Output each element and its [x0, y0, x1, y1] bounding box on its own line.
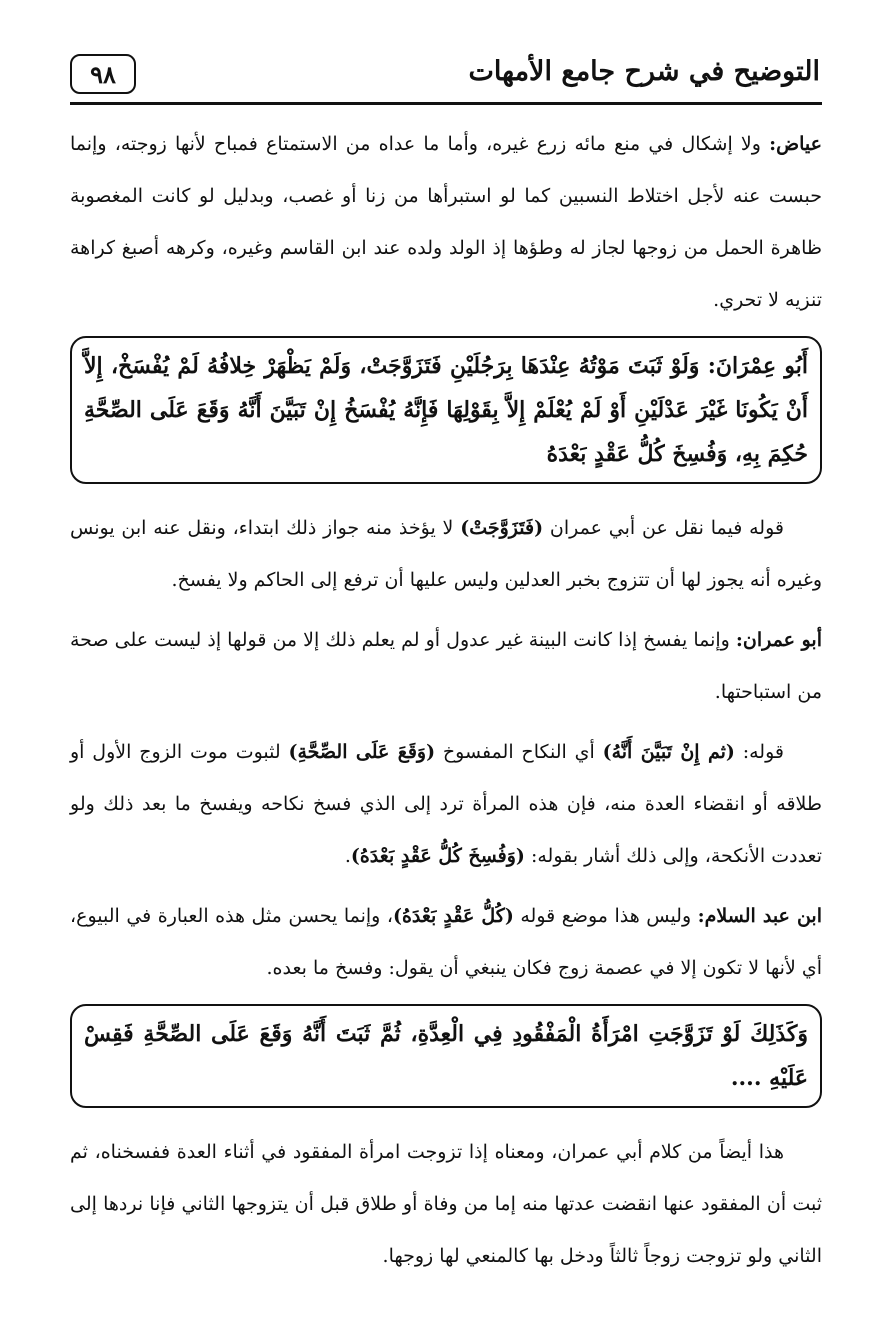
- page-header: [70, 52, 822, 105]
- speaker-label: ابن عبد السلام:: [697, 905, 822, 927]
- paragraph-text: ولا إشكال في منع مائه زرع غيره، وأما ما عداه من الاستمتاع فمباح لأنها زوجته، وإنما حبست عنه لأجل اختلاط النسبين كما لو استبرأها من زنا أو غصب، وبدليل لو كانت المغصوبة ظاهرة الحمل من زوجها لجاز له وطؤها إذ الولد ولده عند ابن القاسم وغيره، وكرهه أصبغ كراهة تنزيه لا تحري.: [70, 133, 822, 311]
- quoted-phrase: (وَفُسِخَ كُلُّ عَقْدٍ بَعْدَهُ): [350, 845, 525, 867]
- commentary-paragraph-ibn-abd-al-salam: [70, 890, 822, 994]
- commentary-paragraph-qawluh: [70, 502, 822, 606]
- paragraph-text: .: [344, 845, 351, 867]
- speaker-label: أبو عمران:: [735, 629, 822, 651]
- matn-box-2: [70, 1004, 822, 1108]
- matn-text: أَبُو عِمْرَانَ: وَلَوْ ثَبَتَ مَوْتُهُ عِنْدَهَا بِرَجُلَيْنِ فَتَزَوَّجَتْ، وَلَمْ يَظْهَرْ خِلافُهُ لَمْ يُفْسَخْ، إِلاَّ أَنْ يَكُونَا غَيْرَ عَدْلَيْنِ أَوْ لَمْ يُعْلَمْ إِلاَّ بِقَوْلِهَا فَإِنَّهُ يُفْسَخُ إِنْ تَبَيَّنَ أَنَّهُ وَقَعَ عَلَى الصِّحَّةِ حُكِمَ بِهِ، وَفُسِخَ كُلُّ عَقْدٍ بَعْدَهُ: [84, 353, 808, 467]
- paragraph-text: ، وإنما يحسن مثل هذه العبارة في البيوع، أي لأنها لا تكون إلا في عصمة زوج فكان ينبغي أن يقول: وفسخ ما بعده.: [70, 905, 822, 979]
- matn-box-1: [70, 336, 822, 484]
- commentary-paragraph-iyad: [70, 118, 822, 326]
- book-title: التوضيح في شرح جامع الأمهات: [468, 56, 820, 87]
- paragraph-text: لثبوت موت الزوج الأول أو طلاقه أو انقضاء العدة منه، فإن هذه المرأة ترد إلى الذي فسخ نكاحه ويفسخ ما بعد ذلك ولو تعددت الأنكحة، وإلى ذلك أشار بقوله:: [70, 741, 822, 867]
- commentary-paragraph-tabayyana: [70, 726, 822, 882]
- speaker-label: عياض:: [769, 133, 822, 155]
- book-page: [70, 0, 822, 1330]
- paragraph-text: وليس هذا موضع قوله: [513, 905, 698, 927]
- paragraph-text: لا يؤخذ منه جواز ذلك ابتداء، ونقل عنه ابن يونس وغيره أنه يجوز لها أن تتزوج بخبر العدلين وليس عليها أن ترفع إلى الحاكم ولا يفسخ.: [70, 517, 822, 591]
- page-content: [70, 118, 822, 1290]
- quoted-phrase: (فَتَزَوَّجَتْ): [460, 517, 544, 539]
- commentary-paragraph-hadha-aydan: [70, 1126, 822, 1282]
- paragraph-text: وإنما يفسخ إذا كانت البينة غير عدول أو لم يعلم ذلك إلا من قولها إذ ليست على صحة من استباحتها.: [70, 629, 822, 703]
- matn-text: وَكَذَلِكَ لَوْ تَزَوَّجَتِ امْرَأَةُ الْمَفْقُودِ فِي الْعِدَّةِ، ثُمَّ ثَبَتَ أَنَّهُ وَقَعَ عَلَى الصِّحَّةِ فَقِسْ عَلَيْهِ ....: [84, 1021, 808, 1091]
- commentary-paragraph-abu-imran: [70, 614, 822, 718]
- paragraph-text: أي النكاح المفسوخ: [435, 741, 603, 763]
- paragraph-text: قوله فيما نقل عن أبي عمران: [543, 517, 784, 539]
- quoted-phrase: (وَقَعَ عَلَى الصِّحَّةِ): [288, 741, 436, 763]
- quoted-phrase: (كُلُّ عَقْدٍ بَعْدَهُ): [392, 905, 514, 927]
- paragraph-text: هذا أيضاً من كلام أبي عمران، ومعناه إذا تزوجت امرأة المفقود في أثناء العدة ففسخناه، ثم ثبت أن المفقود عنها انقضت عدتها منه إما من وفاة أو طلاق قبل أن يتزوجها الثاني فإنا نردها إلى الثاني ولو تزوجت زوجاً ثالثاً ودخل بها كالمنعي لها زوجها.: [70, 1141, 822, 1267]
- page-number: ٩٨: [70, 54, 136, 94]
- paragraph-text: قوله:: [734, 741, 784, 763]
- quoted-phrase: (ثم إِنْ تَبَيَّنَ أَنَّهُ): [602, 741, 735, 763]
